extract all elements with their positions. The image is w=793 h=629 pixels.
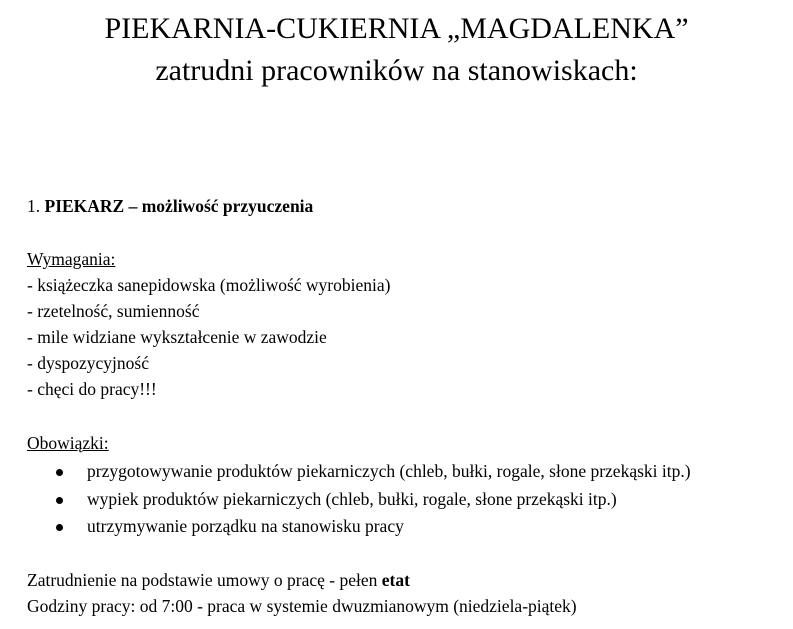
working-hours: Godziny pracy: od 7:00 - praca w systemie dwuzmianowym (niedziela-piątek) (27, 596, 577, 616)
position-note: – możliwość przyuczenia (128, 196, 314, 216)
contract-info (27, 569, 410, 591)
requirement-item: - dyspozycyjność (27, 353, 149, 373)
requirement-item: - książeczka sanepidowska (możliwość wyrobienia) (27, 275, 391, 295)
page-title: PIEKARNIA-CUKIERNIA „MAGDALENKA” (104, 12, 689, 45)
position-number: 1. (27, 196, 41, 216)
contract-type: etat (381, 570, 410, 590)
bullet-icon (56, 469, 63, 476)
requirement-item: - mile widziane wykształcenie w zawodzie (27, 327, 327, 347)
duty-text: wypiek produktów piekarniczych (chleb, bułki, rogale, słone przekąski itp.) (87, 489, 617, 509)
requirement-item: - chęci do pracy!!! (27, 379, 157, 399)
duties-heading: Obowiązki: (27, 433, 109, 453)
duty-text: przygotowywanie produktów piekarniczych (chleb, bułki, rogale, słone przekąski itp.) (87, 461, 691, 481)
requirements-heading: Wymagania: (27, 249, 116, 269)
bullet-icon (56, 524, 63, 531)
position-name: PIEKARZ (44, 196, 125, 216)
duty-text: utrzymywanie porządku na stanowisku pracy (87, 516, 404, 536)
page-subtitle: zatrudni pracowników na stanowiskach: (155, 54, 638, 87)
requirement-item: - rzetelność, sumienność (27, 301, 200, 321)
position-heading (27, 195, 313, 217)
bullet-icon (56, 497, 63, 504)
contract-text: Zatrudnienie na podstawie umowy o pracę - pełen (27, 570, 378, 590)
